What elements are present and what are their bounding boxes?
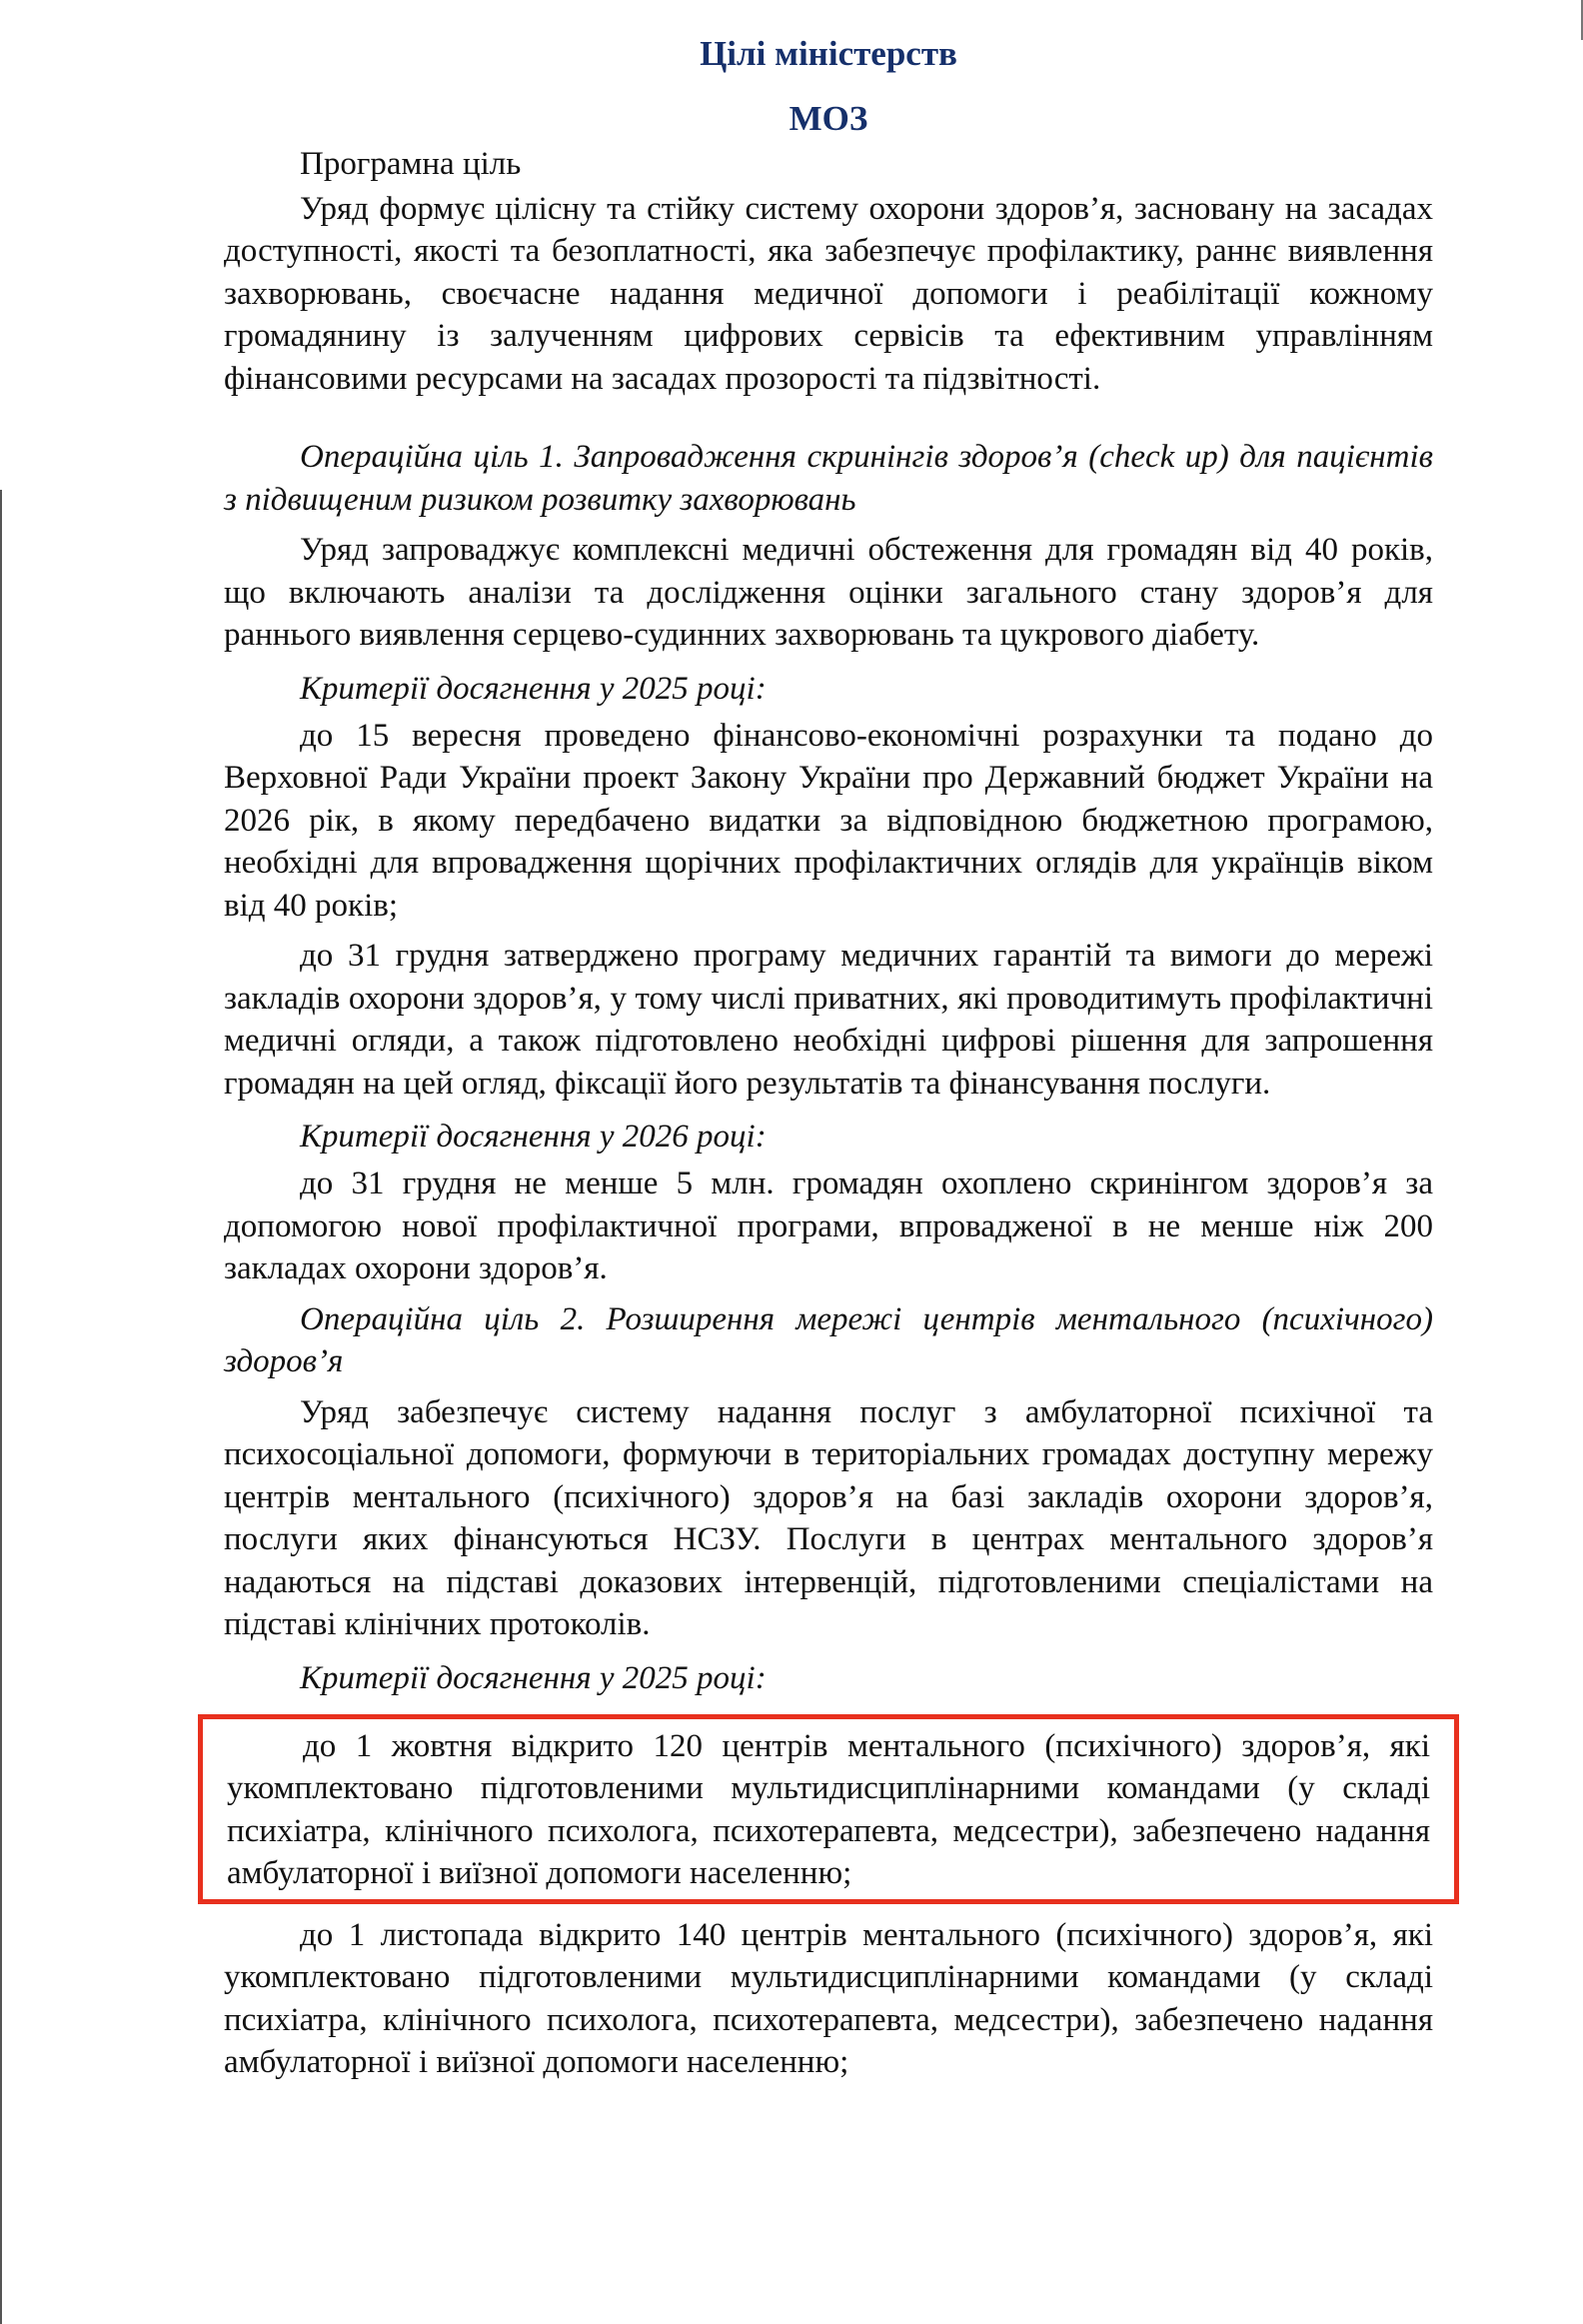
goal-2-criteria-2025-item-2: до 1 листопада відкрито 140 центрів ментального (психічного) здоров’я, які укомплектовано підготовленими мультидисциплінарними командами (у складі психіатра, клінічного психолога, психотерапевта, медсестри), забезпечено надання амбулаторної і виїзної допомоги населенню;: [224, 1916, 1433, 2080]
operational-goal-1-heading: Операційна ціль 1. Запровадження скринінгів здоров’я (check up) для пацієнтів з підвищеним ризиком розвитку захворювань: [224, 439, 1433, 518]
page-edge-line: [0, 490, 2, 2324]
goal-2-criteria-2025-item-1: до 1 жовтня відкрито 120 центрів ментального (психічного) здоров’я, які укомплектовано підготовленими мультидисциплінарними командами (у складі психіатра, клінічного психолога, психотерапевта, медсестри), забезпечено надання амбулаторної і виїзної допомоги населенню;: [227, 1727, 1430, 1891]
highlighted-paragraph-box: [198, 1714, 1459, 1904]
goal-1-criteria-2025-item-2: до 31 грудня затверджено програму медичних гарантій та вимоги до мережі закладів охорони здоров’я, у тому числі приватних, які проводитимуть профілактичні медичні огляди, а також підготовлено необхідні цифрові рішення для запрошення громадян на цей огляд, фіксації його результатів та фінансування послуги.: [224, 938, 1433, 1102]
document-page: [224, 26, 1433, 2084]
ministry-name: МОЗ: [789, 99, 868, 138]
operational-goal-2-text: Уряд забезпечує систему надання послуг з амбулаторної психічної та психосоціальної допомоги, формуючи в територіальних громадах доступну мережу центрів ментального (психічного) здоров’я на базі закладів охорони здоров’я, послуги яких фінансуються НСЗУ. Послуги в центрах ментального здоров’я надаються на підставі доказових інтервенцій, підготовленими спеціалістами на підставі клінічних протоколів.: [224, 1393, 1433, 1642]
operational-goal-1-text: Уряд запроваджує комплексні медичні обстеження для громадян від 40 років, що включають аналізи та дослідження оцінки загального стану здоров’я для раннього виявлення серцево-судинних захворювань та цукрового діабету.: [224, 532, 1433, 653]
program-goal-text: Уряд формує цілісну та стійку систему охорони здоров’я, засновану на засадах доступності, якості та безоплатності, яка забезпечує профілактику, раннє виявлення захворювань, своєчасне надання медичної допомоги і реабілітації кожному громадянину із залученням цифрових сервісів та ефективним управлінням фінансовими ресурсами на засадах прозорості та підзвітності.: [224, 190, 1433, 397]
goal-1-criteria-2026-item-1: до 31 грудня не менше 5 млн. громадян охоплено скринінгом здоров’я за допомогою нової профілактичної програми, впровадженої в не менше ніж 200 закладах охорони здоров’я.: [224, 1165, 1433, 1286]
goal-1-criteria-2025-label: Критерії досягнення у 2025 році:: [300, 670, 767, 707]
goal-1-criteria-2025-item-1: до 15 вересня проведено фінансово-економічні розрахунки та подано до Верховної Ради України проект Закону України про Державний бюджет України на 2026 рік, в якому передбачено видатки за відповідною бюджетною програмою, необхідні для впровадження щорічних профілактичних оглядів для українців віком від 40 років;: [224, 717, 1433, 924]
goal-1-criteria-2026-label: Критерії досягнення у 2026 році:: [300, 1119, 767, 1155]
document-title: Цілі міністерств: [700, 34, 957, 73]
operational-goal-2-heading: Операційна ціль 2. Розширення мережі центрів ментального (психічного) здоров’я: [224, 1300, 1433, 1379]
program-goal-label: Програмна ціль: [300, 146, 522, 182]
goal-2-criteria-2025-label: Критерії досягнення у 2025 році:: [300, 1659, 767, 1696]
